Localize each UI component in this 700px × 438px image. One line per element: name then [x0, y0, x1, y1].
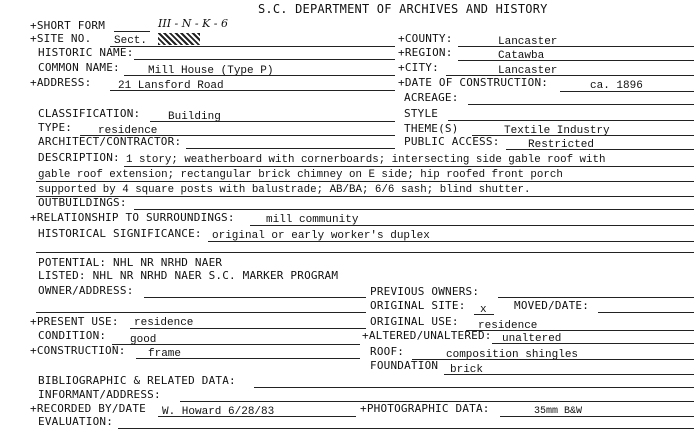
original-site-value: x: [480, 304, 487, 316]
site-no-label: +SITE NO.: [30, 32, 92, 45]
architect-line: [186, 148, 395, 149]
significance-label: HISTORICAL SIGNIFICANCE:: [38, 227, 202, 240]
site-no-line: [110, 46, 395, 47]
type-label: TYPE:: [38, 121, 73, 134]
description-line-1: 1 story; weatherboard with cornerboards; intersecting side gable roof with: [126, 154, 606, 166]
construction-line: [136, 358, 360, 359]
classification-line: [150, 121, 395, 122]
short-form-label: +SHORT FORM: [30, 19, 106, 32]
style-line: [448, 120, 694, 121]
photographic-value: 35mm B&W: [534, 406, 583, 417]
date-construction-label: +DATE OF CONSTRUCTION:: [398, 76, 549, 89]
region-value: Catawba: [498, 50, 545, 62]
architect-label: ARCHITECT/CONTRACTOR:: [38, 135, 182, 148]
short-form-line: [114, 31, 150, 32]
historic-name-line: [134, 59, 395, 60]
construction-label: +CONSTRUCTION:: [30, 344, 126, 357]
foundation-value: brick: [450, 364, 484, 376]
evaluation-line: [118, 428, 694, 429]
county-line: [458, 46, 694, 47]
present-use-line: [130, 328, 366, 329]
previous-owners-label: PREVIOUS OWNERS:: [370, 285, 480, 298]
previous-owners-line: [498, 297, 694, 298]
owner-line-2: [36, 312, 366, 313]
evaluation-label: EVALUATION:: [38, 415, 114, 428]
themes-line: [472, 135, 694, 136]
redaction-mark: [158, 33, 200, 45]
description-label: DESCRIPTION:: [38, 151, 120, 164]
acreage-line: [468, 104, 694, 105]
relationship-value: mill community: [266, 214, 359, 226]
condition-value: good: [130, 334, 157, 346]
bibliographic-label: BIBLIOGRAPHIC & RELATED DATA:: [38, 374, 236, 387]
date-construction-line: [560, 91, 694, 92]
listed-row: LISTED: NHL NR NRHD NAER S.C. MARKER PROGRAM: [38, 269, 339, 282]
common-name-label: COMMON NAME:: [38, 61, 120, 74]
relationship-line: [250, 225, 694, 226]
significance-value: original or early worker's duplex: [212, 230, 430, 242]
present-use-label: +PRESENT USE:: [30, 315, 119, 328]
acreage-label: ACREAGE:: [404, 91, 459, 104]
common-name-value: Mill House (Type P): [148, 65, 274, 77]
original-use-value: residence: [478, 320, 538, 332]
condition-label: CONDITION:: [38, 329, 107, 342]
description-underline-1: [124, 166, 694, 167]
roof-label: ROOF:: [370, 345, 405, 358]
moved-label: MOVED/DATE:: [514, 299, 590, 312]
moved-line: [598, 312, 694, 313]
date-construction-value: ca. 1896: [590, 80, 643, 92]
altered-line: [492, 343, 694, 344]
original-use-label: ORIGINAL USE:: [370, 315, 459, 328]
address-value: 21 Lansford Road: [118, 80, 224, 92]
altered-label: +ALTERED/UNALTERED:: [362, 329, 492, 342]
page-header: S.C. DEPARTMENT OF ARCHIVES AND HISTORY: [258, 2, 548, 16]
region-line: [458, 60, 694, 61]
blank-line: [36, 252, 694, 253]
public-access-value: Restricted: [528, 139, 595, 151]
original-site-line: [474, 314, 494, 315]
foundation-label: FOUNDATION: [370, 359, 439, 372]
present-use-value: residence: [134, 317, 194, 329]
significance-line: [208, 241, 694, 242]
city-label: +CITY:: [398, 61, 439, 74]
county-value: Lancaster: [498, 36, 558, 48]
altered-value: unaltered: [502, 333, 562, 345]
classification-label: CLASSIFICATION:: [38, 107, 141, 120]
historic-name-label: HISTORIC NAME:: [38, 46, 134, 59]
themes-value: Textile Industry: [504, 125, 610, 137]
original-site-label: ORIGINAL SITE:: [370, 299, 466, 312]
original-use-line: [466, 330, 694, 331]
description-line-2: gable roof extension; rectangular brick chimney on E side; hip roofed front porch: [38, 169, 563, 181]
outbuildings-line: [134, 209, 694, 210]
region-label: +REGION:: [398, 46, 453, 59]
description-line-3: supported by 4 square posts with balustrade; AB/BA; 6/6 sash; blind shutter.: [38, 184, 531, 196]
informant-label: INFORMANT/ADDRESS:: [38, 388, 161, 401]
outbuildings-label: OUTBUILDINGS:: [38, 196, 127, 209]
recorded-label: +RECORDED BY/DATE: [30, 402, 146, 415]
description-underline-2: [36, 181, 694, 182]
roof-line: [412, 359, 694, 360]
site-no-value: Sect.: [114, 35, 148, 47]
classification-value: Building: [168, 111, 221, 123]
bibliographic-line: [254, 387, 694, 388]
type-value: residence: [98, 125, 158, 137]
photographic-label: +PHOTOGRAPHIC DATA:: [360, 402, 490, 415]
city-value: Lancaster: [498, 65, 558, 77]
owner-label: OWNER/ADDRESS:: [38, 284, 134, 297]
short-form-handwritten: III - N - K - 6: [158, 17, 229, 30]
public-access-label: PUBLIC ACCESS:: [404, 135, 500, 148]
county-label: +COUNTY:: [398, 32, 453, 45]
construction-value: frame: [148, 348, 182, 360]
public-access-line: [506, 149, 694, 150]
foundation-line: [444, 374, 694, 375]
relationship-label: +RELATIONSHIP TO SURROUNDINGS:: [30, 211, 235, 224]
photographic-line: [500, 416, 694, 417]
potential-row: POTENTIAL: NHL NR NRHD NAER: [38, 256, 223, 269]
recorded-value: W. Howard 6/28/83: [162, 406, 275, 418]
address-label: +ADDRESS:: [30, 76, 92, 89]
themes-label: THEME(S): [404, 122, 459, 135]
description-underline-3: [36, 196, 694, 197]
common-name-line: [124, 75, 395, 76]
owner-line: [144, 297, 366, 298]
roof-value: composition shingles: [446, 349, 579, 361]
condition-line: [112, 344, 360, 345]
recorded-line: [158, 416, 356, 417]
address-line: [110, 90, 395, 91]
style-label: STYLE: [404, 107, 439, 120]
